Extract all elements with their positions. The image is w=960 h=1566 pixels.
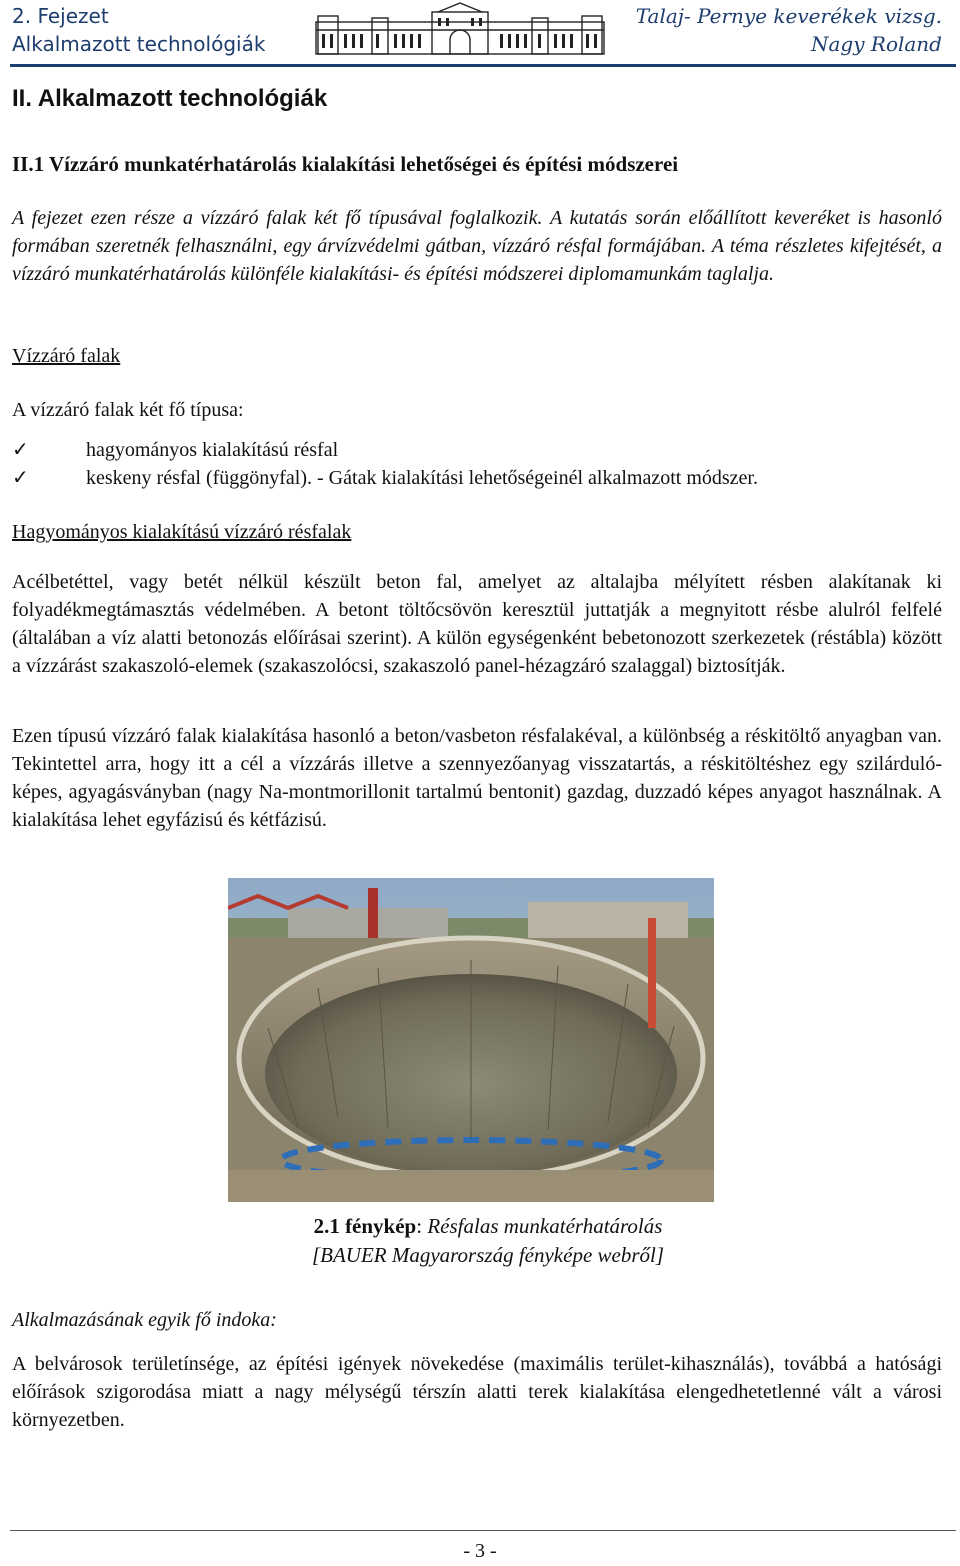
construction-pit-photo bbox=[228, 878, 714, 1202]
section-title: II. Alkalmazott technológiák bbox=[12, 85, 328, 112]
list-item-text: hagyományos kialakítású résfal bbox=[86, 439, 339, 461]
university-building-icon bbox=[312, 2, 608, 58]
intro-paragraph: A fejezet ezen része a vízzáró falak két fő típusával foglalkozik. A kutatás során előállított keveréket is hasonló formában szeretnék felhasználni, egy árvízvédelmi gátban, vízzáró résfal formájában. A téma részletes kifejtését, a vízzáró munkatérhatárolás különféle kialakítási- és építési módszerei diplomamunkám taglalja. bbox=[12, 207, 942, 285]
header-divider bbox=[10, 64, 956, 67]
header-chapter: 2. Fejezet bbox=[12, 4, 109, 28]
walls-heading: Vízzáró falak bbox=[12, 345, 121, 367]
reason-heading: Alkalmazásának egyik fő indoka: bbox=[12, 1309, 277, 1331]
figure-number: 2.1 bbox=[313, 1214, 340, 1238]
figure-source: [BAUER Magyarország fényképe webről] bbox=[311, 1243, 665, 1267]
checkmark-icon: ✓ bbox=[12, 439, 29, 461]
traditional-paragraph-1: Acélbetéttel, vagy betét nélkül készült beton fal, amelyet az altalajba mélyített résben alakítanak ki folyadékmegtámasztás védelmében. A betont töltőcsövön keresztül juttatják a megnyitott résbe alulról felfelé (általában a víz alatti betonozás előírásai szerint). A külön egységenként bebetonozott szerkezetek (réstábla) között a vízzárást szakaszoló-elemek (szakaszolócsi, szakaszoló panel-hézagzáró szalaggal) biztosítják. bbox=[12, 571, 942, 677]
header-thesis-title: Talaj- Pernye keverékek vizsg. bbox=[635, 4, 942, 28]
walls-types-label: A vízzáró falak két fő típusa: bbox=[12, 399, 244, 421]
figure-caption-line-1 bbox=[228, 1212, 748, 1241]
header-left bbox=[12, 2, 265, 58]
header-chapter-title: Alkalmazott technológiák bbox=[12, 32, 266, 56]
figure-title: Résfalas munkatérhatárolás bbox=[427, 1214, 663, 1238]
header-author: Nagy Roland bbox=[811, 32, 942, 56]
figure-caption bbox=[228, 1212, 748, 1270]
list-item-text: keskeny résfal (függönyfal). - Gátak kialakítási lehetőségeinél alkalmazott módszer. bbox=[86, 467, 758, 489]
section-subtitle: II.1 Vízzáró munkatérhatárolás kialakítási lehetőségei és építési módszerei bbox=[12, 152, 679, 176]
footer-divider bbox=[10, 1530, 956, 1531]
checkmark-icon: ✓ bbox=[12, 467, 29, 489]
header-right bbox=[636, 2, 942, 58]
figure-separator: : bbox=[416, 1214, 423, 1238]
reason-paragraph: A belvárosok területínsége, az építési igények növekedése (maximális terület-kihasználás), továbbá a hatósági előírások szigorodása miatt a nagy mélységű térszín alatti terek kialakítása elengedhetetlenné vált a városi környezetben. bbox=[12, 1353, 942, 1431]
traditional-paragraph-2: Ezen típusú vízzáró falak kialakítása hasonló a beton/vasbeton résfalakéval, a különbség a réskitöltő anyagban van. Tekintettel arra, hogy itt a cél a vízzárás illetve a szennyezőanyag visszatartás, a réskitöltéshez egy szilárduló-képes, agyagásványban (nagy Na-montmorillonit tartalmú bentonit) gazdag, duzzadó képes anyagot használnak. A kialakítása lehet egyfázisú és kétfázisú. bbox=[12, 725, 942, 831]
figure-label: fénykép bbox=[345, 1214, 417, 1238]
traditional-heading: Hagyományos kialakítású vízzáró résfalak bbox=[12, 521, 352, 543]
page-number: - 3 - bbox=[463, 1540, 497, 1562]
page-header bbox=[0, 0, 960, 64]
